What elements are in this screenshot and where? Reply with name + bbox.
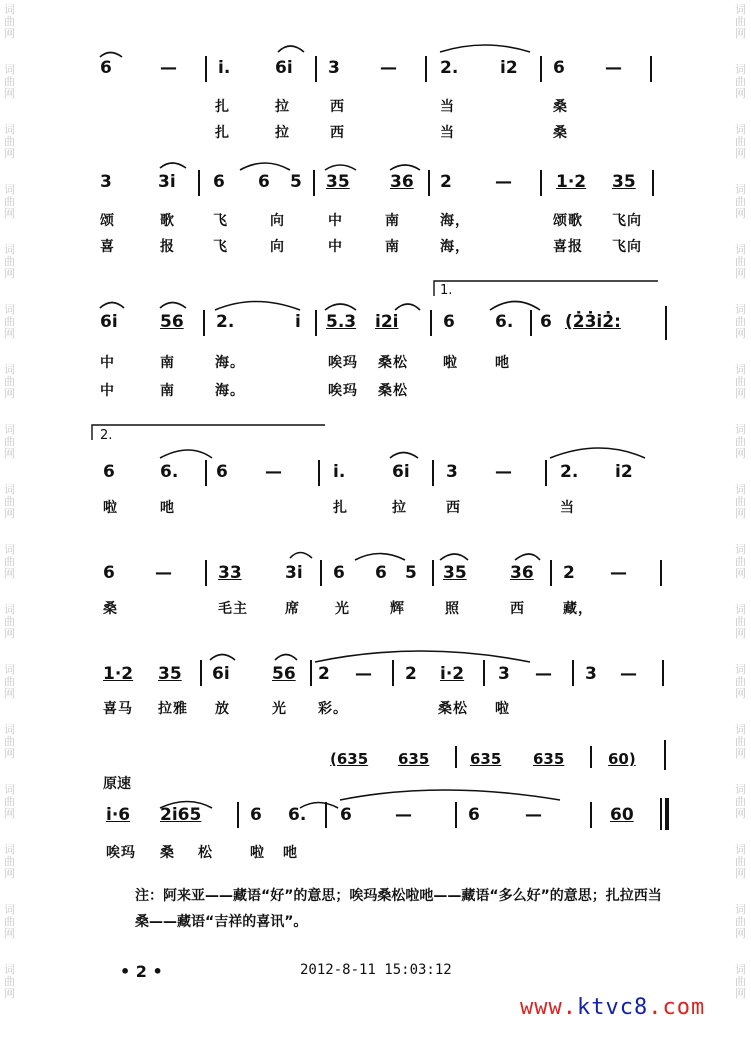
- volta-2-label: 2.: [100, 428, 113, 443]
- note: i·2: [440, 664, 465, 684]
- lyric: 颂歌: [553, 213, 583, 229]
- barline: [432, 560, 434, 586]
- lyric: 光: [335, 601, 350, 617]
- site-logo-part: ktvc8: [576, 995, 649, 1020]
- note: 6: [216, 462, 228, 482]
- note: 6: [100, 58, 112, 78]
- lyric: 南: [385, 213, 400, 229]
- barline: [428, 170, 430, 196]
- volta-1-label: 1.: [440, 283, 453, 298]
- note: 3: [498, 664, 510, 684]
- lyric: 桑: [553, 125, 568, 141]
- lyric: 飞: [213, 239, 228, 255]
- note: 35: [326, 172, 350, 192]
- lyric: 拉: [275, 125, 290, 141]
- barline: [662, 660, 664, 686]
- note: 6: [250, 805, 262, 825]
- tempo-marking: 原速: [103, 776, 131, 792]
- lyric: 桑松: [378, 383, 408, 399]
- lyric: 中: [100, 355, 115, 371]
- barline: [318, 460, 320, 486]
- lyric: 桑: [160, 845, 175, 861]
- lyric: 歌: [160, 213, 175, 229]
- note: 5.3: [326, 312, 357, 332]
- lyric: 拉: [275, 99, 290, 115]
- final-barline: [660, 798, 662, 830]
- dash: —: [605, 58, 622, 78]
- lyric: 海，: [440, 239, 470, 255]
- barline: [205, 560, 207, 586]
- note: i: [295, 312, 301, 332]
- lyric: 中: [328, 239, 343, 255]
- note: i2: [500, 58, 518, 78]
- site-logo-part: www.: [520, 995, 577, 1020]
- note: (2̇3̇i2̇:: [565, 312, 621, 332]
- barline: [540, 56, 542, 82]
- barline: [455, 746, 457, 768]
- lyric: 啦: [495, 701, 510, 717]
- note: 6: [340, 805, 352, 825]
- lyric: 飞: [213, 213, 228, 229]
- lyric: 唉玛: [106, 845, 136, 861]
- lyric: 桑: [103, 601, 118, 617]
- note: 1·2: [556, 172, 587, 192]
- left-watermark: 词 曲 网 词 曲 网 词 曲 网 词 曲 网 词 曲 网 词 曲 网 词 曲 网 词 曲 网 词 曲 网 词 曲 网 词 曲 网 词 曲 网 词 曲 网 词 曲 网 词 曲 网 词 曲 网 词 曲 网: [4, 3, 15, 1000]
- note: 2i65: [160, 805, 202, 825]
- note: 36: [390, 172, 414, 192]
- note: 6i: [392, 462, 410, 482]
- dash: —: [495, 172, 512, 192]
- lyric: 吔: [495, 355, 510, 371]
- barline: [200, 660, 202, 686]
- dash: —: [495, 462, 512, 482]
- barline: [483, 660, 485, 686]
- barline: [590, 746, 592, 768]
- lyric: 西: [330, 125, 345, 141]
- barline: [425, 56, 427, 82]
- dash: —: [380, 58, 397, 78]
- dash: —: [355, 664, 372, 684]
- note: i·6: [106, 805, 131, 825]
- note: i2i: [375, 312, 399, 332]
- lyric: 西: [510, 601, 525, 617]
- note: 6: [333, 563, 345, 583]
- note: 3i: [158, 172, 176, 192]
- barline: [432, 460, 434, 486]
- note: 6: [540, 312, 552, 332]
- barline: [320, 560, 322, 586]
- barline: [530, 310, 532, 336]
- note: 3: [585, 664, 597, 684]
- footnote: 注：阿来亚——藏语“好”的意思；唉玛桑松啦吔——藏语“多么好”的意思；扎拉西当桑——藏语“吉祥的喜讯”。: [135, 888, 662, 930]
- note: 2: [563, 563, 575, 583]
- lyric: 报: [160, 239, 175, 255]
- note: 3: [100, 172, 112, 192]
- barline: [325, 802, 327, 828]
- lyric: 拉: [392, 500, 407, 516]
- lyric: 扎: [215, 99, 230, 115]
- note: 6: [375, 563, 387, 583]
- note: 2.: [216, 312, 235, 332]
- barline: [650, 56, 652, 82]
- dash: —: [535, 664, 552, 684]
- note: 6: [553, 58, 565, 78]
- accomp-note: 60): [608, 750, 636, 768]
- lyric: 颂: [100, 213, 115, 229]
- lyric: 唉玛: [328, 355, 358, 371]
- page-number: • 2 •: [120, 962, 163, 981]
- lyric: 扎: [215, 125, 230, 141]
- dash: —: [155, 563, 172, 583]
- lyric: 光: [272, 701, 287, 717]
- accomp-note: 635: [398, 750, 430, 768]
- note: i2: [615, 462, 633, 482]
- lyric: 向: [270, 213, 285, 229]
- note: 1·2: [103, 664, 134, 684]
- lyric: 西: [330, 99, 345, 115]
- site-logo-part: .com: [648, 995, 706, 1020]
- barline: [652, 170, 654, 196]
- lyric: 南: [160, 383, 175, 399]
- barline: [237, 802, 239, 828]
- barline: [430, 310, 432, 336]
- dash: —: [160, 58, 177, 78]
- right-watermark: 词 曲 网 词 曲 网 词 曲 网 词 曲 网 词 曲 网 词 曲 网 词 曲 网 词 曲 网 词 曲 网 词 曲 网 词 曲 网 词 曲 网 词 曲 网 词 曲 网 词 曲 网 词 曲 网 词 曲 网: [735, 3, 746, 1000]
- note: 35: [612, 172, 636, 192]
- lyric: 扎: [333, 500, 348, 516]
- note: 60: [610, 805, 634, 825]
- lyric: 松: [198, 845, 213, 861]
- lyric: 南: [385, 239, 400, 255]
- note: 6: [258, 172, 270, 192]
- lyric: 啦: [443, 355, 458, 371]
- lyric: 桑: [553, 99, 568, 115]
- dash: —: [395, 805, 412, 825]
- barline: [315, 310, 317, 336]
- note: 6i: [212, 664, 230, 684]
- lyric: 向: [270, 239, 285, 255]
- lyric: 喜: [100, 239, 115, 255]
- barline: [315, 56, 317, 82]
- note: 2: [405, 664, 417, 684]
- barline: [550, 560, 552, 586]
- accomp-note: 635: [470, 750, 502, 768]
- lyric: 啦: [250, 845, 265, 861]
- note: 35: [443, 563, 467, 583]
- note: 6.: [160, 462, 179, 482]
- dash: —: [525, 805, 542, 825]
- barline: [392, 660, 394, 686]
- accomp-note: (635: [330, 750, 369, 768]
- lyric: 中: [328, 213, 343, 229]
- barline: [590, 802, 592, 828]
- lyric: 吔: [160, 500, 175, 516]
- lyric: 桑松: [438, 701, 468, 717]
- lyric: 桑松: [378, 355, 408, 371]
- lyric: 啦: [103, 500, 118, 516]
- barline: [205, 460, 207, 486]
- lyric: 吔: [283, 845, 298, 861]
- dash: —: [610, 563, 627, 583]
- note: 2: [318, 664, 330, 684]
- note: 6i: [100, 312, 118, 332]
- note: 6: [213, 172, 225, 192]
- lyric: 飞向: [612, 213, 642, 229]
- barline: [572, 660, 574, 686]
- note: 6: [468, 805, 480, 825]
- note: 2.: [560, 462, 579, 482]
- lyric: 海。: [215, 383, 245, 399]
- site-logo[interactable]: [520, 995, 705, 1020]
- barline: [540, 170, 542, 196]
- lyric: 毛主: [218, 601, 248, 617]
- lyric: 喜报: [553, 239, 583, 255]
- barline: [664, 740, 666, 770]
- note: 3: [328, 58, 340, 78]
- lyric: 辉: [390, 601, 405, 617]
- note: 6.: [495, 312, 514, 332]
- note: 6: [103, 462, 115, 482]
- barline: [203, 310, 205, 336]
- note: 3i: [285, 563, 303, 583]
- lyric: 唉玛: [328, 383, 358, 399]
- barline: [198, 170, 200, 196]
- lyric: 海。: [215, 355, 245, 371]
- timestamp: 2012-8-11 15:03:12: [300, 962, 452, 978]
- lyric: 飞向: [612, 239, 642, 255]
- lyric: 中: [100, 383, 115, 399]
- note: 5: [405, 563, 417, 583]
- accomp-note: 635: [533, 750, 565, 768]
- note: 2: [440, 172, 452, 192]
- lyric: 放: [215, 701, 230, 717]
- note: i.: [218, 58, 231, 78]
- barline: [313, 170, 315, 196]
- note: i.: [333, 462, 346, 482]
- lyric: 西: [446, 500, 461, 516]
- lyric: 当: [560, 500, 575, 516]
- note: 5: [290, 172, 302, 192]
- note: 2.: [440, 58, 459, 78]
- lyric: 照: [445, 601, 460, 617]
- note: 6.: [288, 805, 307, 825]
- lyric: 彩。: [318, 701, 348, 717]
- dash: —: [620, 664, 637, 684]
- lyric: 喜马: [103, 701, 133, 717]
- barline: [455, 802, 457, 828]
- note: 3: [446, 462, 458, 482]
- note: 56: [272, 664, 296, 684]
- dash: —: [265, 462, 282, 482]
- lyric: 藏，: [563, 601, 593, 617]
- final-barline-thick: [665, 798, 669, 830]
- note: 36: [510, 563, 534, 583]
- lyric: 当: [440, 99, 455, 115]
- repeat-barline: [665, 306, 667, 340]
- lyric: 南: [160, 355, 175, 371]
- note: 35: [158, 664, 182, 684]
- barline: [660, 560, 662, 586]
- barline: [310, 660, 312, 686]
- note: 6i: [275, 58, 293, 78]
- barline: [205, 56, 207, 82]
- note: 56: [160, 312, 184, 332]
- lyric: 拉雅: [158, 701, 188, 717]
- lyric: 当: [440, 125, 455, 141]
- barline: [545, 460, 547, 486]
- note: 33: [218, 563, 242, 583]
- lyric: 海，: [440, 213, 470, 229]
- note: 6: [103, 563, 115, 583]
- note: 6: [443, 312, 455, 332]
- lyric: 席: [285, 601, 300, 617]
